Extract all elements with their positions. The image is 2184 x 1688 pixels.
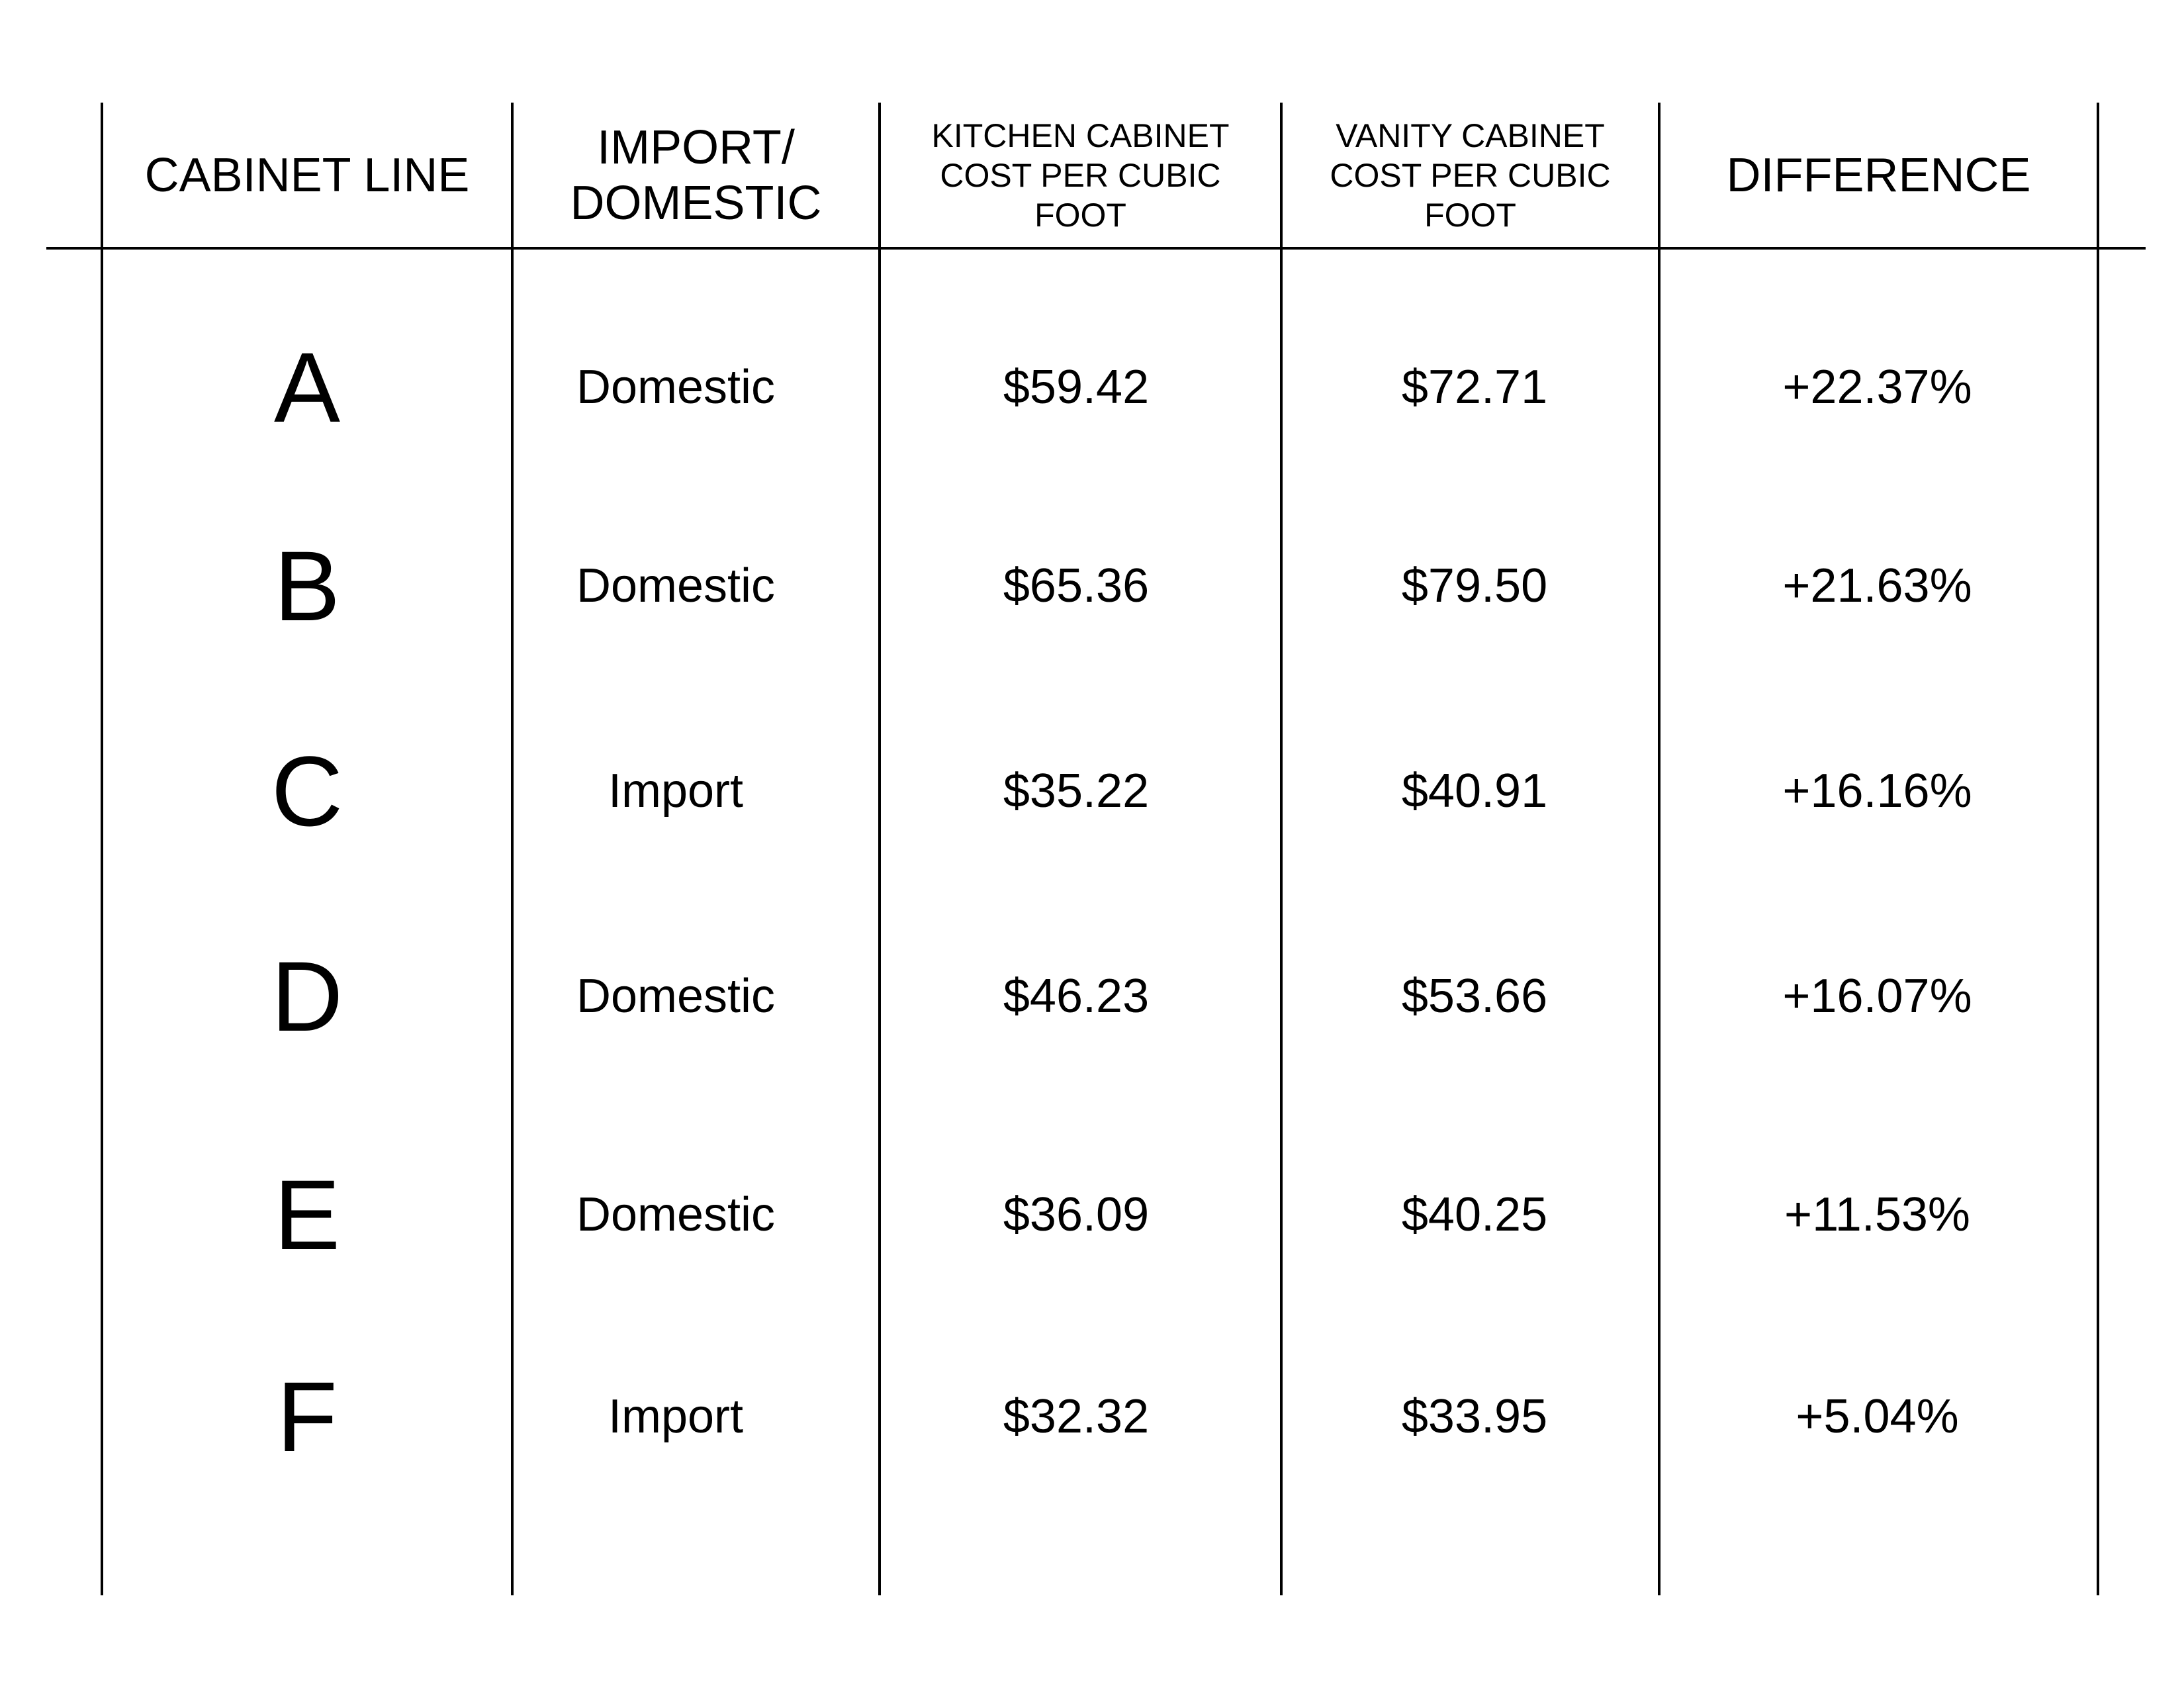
header-kitchen-cost [881,106,1280,245]
cell-kitchen-cost: $32.32 [1003,1390,1150,1443]
cell-import-domestic: Import [608,1390,744,1443]
header-line: FOOT [1424,197,1516,234]
header-import-domestic-text [570,120,821,231]
header-line: DOMESTIC [570,177,822,230]
cell-kitchen-cost: $36.09 [1003,1188,1150,1241]
header-difference: DIFFERENCE [1726,149,2031,202]
column-divider [2097,103,2099,1595]
cell-vanity-cost: $33.95 [1401,1390,1548,1443]
header-line: VANITY CABINET [1336,117,1605,154]
cell-import-domestic: Domestic [576,1188,776,1241]
cell-difference: +16.07% [1782,970,1972,1023]
cell-kitchen-cost: $59.42 [1003,361,1150,414]
header-line: COST PER CUBIC [1330,157,1611,194]
header-vanity-cost [1283,106,1658,245]
cell-cabinet-line: B [273,530,341,641]
header-line: FOOT [1034,197,1126,234]
header-line: COST PER CUBIC [940,157,1221,194]
cell-cabinet-line: F [277,1361,338,1472]
header-import-domestic [514,106,878,245]
cell-cabinet-line: D [271,941,343,1052]
cell-cabinet-line: E [273,1159,341,1270]
cell-import-domestic: Import [608,765,744,818]
cell-import-domestic: Domestic [576,970,776,1023]
cell-vanity-cost: $40.25 [1401,1188,1548,1241]
cell-kitchen-cost: $35.22 [1003,765,1150,818]
cell-cabinet-line: A [273,332,341,443]
cell-kitchen-cost: $65.36 [1003,559,1150,612]
cell-vanity-cost: $40.91 [1401,765,1548,818]
cell-difference: +22.37% [1782,361,1972,414]
header-line: KITCHEN CABINET [931,117,1230,154]
cell-kitchen-cost: $46.23 [1003,970,1150,1023]
header-kitchen-cost-text [931,116,1229,235]
cell-difference: +21.63% [1782,559,1972,612]
cell-cabinet-line: C [271,735,343,847]
header-divider [46,247,2146,250]
header-cabinet-line: CABINET LINE [144,149,470,202]
cell-vanity-cost: $79.50 [1401,559,1548,612]
cell-import-domestic: Domestic [576,559,776,612]
header-line: IMPORT/ [597,121,795,174]
cell-import-domestic: Domestic [576,361,776,414]
cell-difference: +16.16% [1782,765,1972,818]
cell-vanity-cost: $72.71 [1401,361,1548,414]
cell-vanity-cost: $53.66 [1401,970,1548,1023]
cell-difference: +11.53% [1784,1188,1970,1241]
header-vanity-cost-text [1330,116,1610,235]
cell-difference: +5.04% [1796,1390,1959,1443]
